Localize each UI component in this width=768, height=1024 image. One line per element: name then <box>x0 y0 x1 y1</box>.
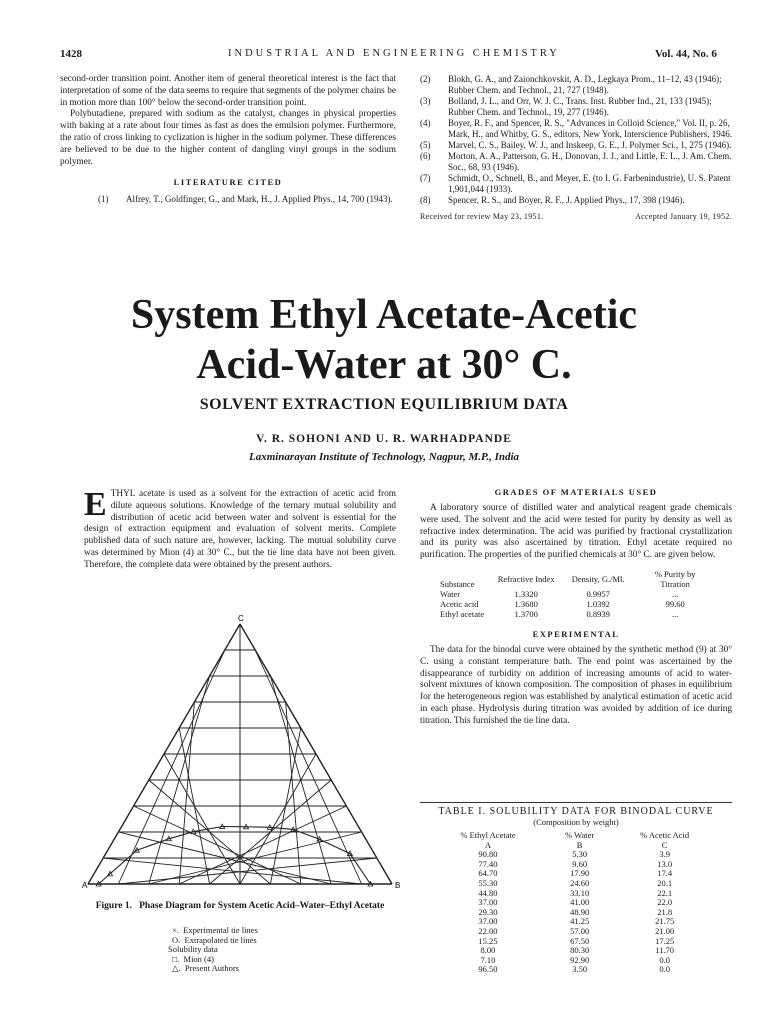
table-cell: 21.8 <box>657 906 673 917</box>
table-cell: 0.0 <box>659 964 670 975</box>
table-cell: 1.3700 <box>514 608 538 619</box>
legend-item: ×. Experimental tie lines <box>172 925 258 935</box>
article-affiliation: Laxminarayan Institute of Technology, Nagpur, M.P., India <box>248 451 520 463</box>
table-cell: 0.9957 <box>586 588 610 599</box>
grid-line <box>103 858 361 884</box>
table-cell: 15.25 <box>478 935 498 946</box>
table-cell: 11.70 <box>655 945 675 956</box>
grid-line <box>164 754 240 884</box>
table-cell: 1.0392 <box>586 598 610 609</box>
table-cell: 3.9 <box>659 849 670 860</box>
materials-header: Refractive Index <box>497 573 555 584</box>
prev-paragraph: Polybutadiene, prepared with sodium as the catalyst, changes in physical properties with baking at a rate about four times as fast as does the emulsion polymer. Furthermore, the ratio of cross linking to cyclization is higher in the sodium polymer. These differences are believed to be due to the higher content of dangling vinyl groups in the sodium polymer. <box>60 109 396 167</box>
reference-item: (5) Marvel, C. S., Bailey, W. J., and Inskeep, G. E., J. Polymer Sci., 1, 275 (1946). <box>420 140 732 150</box>
journal-title: INDUSTRIAL AND ENGINEERING CHEMISTRY <box>228 48 560 59</box>
accepted-date: Accepted January 19, 1952. <box>635 212 732 221</box>
experimental-text: The data for the binodal curve were obtained by the synthetic method (9) at 30° C. using a constant temperature bath. The end point was ascertained by the disappearance of turbidity on addition of increasing amounts of acid to water-solvent mixtures of known composition. The composition of phases in equilibrium for the heterogeneous region was established by analytical estimation of acetic acid in each phase. Hydrolysis during titration was avoided by addition of ice during titration. This furnished the tie line data. <box>420 644 732 726</box>
grid-line <box>255 650 361 884</box>
table-cell: 5.30 <box>572 849 588 860</box>
table-cell: 20.1 <box>657 877 673 888</box>
legend-item: □. Mion (4) <box>172 953 214 964</box>
table-cell: 96.50 <box>478 964 498 975</box>
table-cell: 99.60 <box>665 598 685 609</box>
materials-header: Substance <box>440 578 475 589</box>
intro-section <box>84 486 396 572</box>
vertex-label-c: C <box>238 614 244 623</box>
figure-caption-text: Phase Diagram for System Acetic Acid–Water–Ethyl Acetate <box>139 901 385 911</box>
table-cell: Water <box>440 588 461 599</box>
vertex-label-b: B <box>395 881 400 890</box>
received-date: Received for review May 23, 1951. <box>420 212 544 221</box>
table-cell: 13.0 <box>657 858 673 869</box>
figure-legend <box>168 925 372 974</box>
table-cell: ... <box>671 608 679 619</box>
prev-article-left <box>60 74 396 205</box>
phase-diagram <box>80 612 400 898</box>
table-cell: ... <box>671 588 679 599</box>
table-cell: 33.10 <box>570 887 590 898</box>
table-cell: 90.80 <box>478 849 498 860</box>
table-cell: 92.90 <box>570 954 590 965</box>
reference-item: (4) Boyer, R. F., and Spencer, R. S., "Advances in Colloid Science," Vol. II, p. 26, Mark, H., and Whitby, G. S., editors, New York, Interscience Publishers, 1946. <box>420 118 732 139</box>
legend-item: O. Extrapolated tie lines <box>172 934 257 945</box>
prev-paragraph: second-order transition point. Another item of general theoretical interest is the fact that interpretation of some of the data seems to require that segments of the polymer chains be in motion more than 100° below the second-order transition point. <box>60 74 396 108</box>
table1-title: TABLE I. SOLUBILITY DATA FOR BINODAL CURVE <box>438 806 714 817</box>
reference-item: (6) Morton, A. A., Patterson, G. H., Donovan, J. J., and Little, E. L., J. Am. Chem. Soc., 68, 93 (1946). <box>420 151 732 172</box>
table-cell: 22.00 <box>478 925 498 936</box>
table-cell: 1.3680 <box>514 598 538 609</box>
reference-item: (7) Schmidt, O., Schnell, B., and Meyer, E. (to I. G. Farbenindustrie), U. S. Patent 1,901,044 (1933). <box>420 173 731 194</box>
grades-heading: GRADES OF MATERIALS USED <box>494 487 658 497</box>
figure-label: Figure 1. <box>95 901 132 911</box>
table-cell: 41.00 <box>570 897 590 908</box>
table-cell: 21.00 <box>655 925 675 936</box>
article-title <box>60 290 708 390</box>
reference-list <box>420 74 732 221</box>
table-cell: Ethyl acetate <box>440 608 485 619</box>
table-cell: 9.60 <box>572 858 588 869</box>
table-cell: 80.30 <box>570 945 590 956</box>
materials-row <box>440 599 716 609</box>
table-cell: 67.50 <box>570 935 590 946</box>
table-cell: 55.30 <box>478 877 498 888</box>
reference-item: (3) Bolland, J. L., and Orr, W. J. C., Trans. Inst. Rubber Ind., 21, 133 (1945); Rubber Chem. and Technol., 19, 277 (1946). <box>420 96 712 117</box>
table-cell: 57.00 <box>570 925 590 936</box>
table1-header: % Acetic Acid C <box>640 830 690 850</box>
table-cell: 0.8939 <box>586 608 610 619</box>
table-cell: 21.75 <box>655 916 675 927</box>
table-cell: 0.0 <box>659 954 670 965</box>
table-cell: 77.40 <box>478 858 498 869</box>
materials-row <box>440 589 716 599</box>
literature-heading: LITERATURE CITED <box>173 177 283 188</box>
table-cell: 41.25 <box>570 916 590 927</box>
table-row <box>428 965 718 975</box>
table-cell: 17.90 <box>570 868 590 879</box>
table-cell: 48.90 <box>570 906 590 917</box>
grades-text: A laboratory source of distilled water and analytical reagent grade chemicals were used. The solvent and the acid were tested for purity by density as well as refractive index determination. The acid was purified by fractional crystallization and its purity was also ascertained by titration. Ethyl acetate required no purification. The properties of the purified chemicals at 30° C. are given below. <box>420 503 732 561</box>
table-cell: 22.1 <box>657 887 673 898</box>
solubility-table <box>428 831 718 975</box>
materials-table <box>440 569 716 619</box>
table-cell: 64.70 <box>478 868 498 879</box>
grid-line <box>134 806 301 884</box>
data-points <box>96 824 373 886</box>
table-cell: 37.00 <box>478 897 498 908</box>
volume-issue: Vol. 44, No. 6 <box>655 48 717 60</box>
reference-item: (2) Blokh, G. A., and Zaionchkovskit, A. D., Legkaya Prom., 11–12, 43 (1946); Rubber Chem. and Technol., 21, 727 (1948). <box>420 74 722 95</box>
table1-header: % Ethyl Acetate A <box>460 830 516 850</box>
vertex-label-a: A <box>82 881 88 890</box>
table1-header: % Water B <box>565 830 595 850</box>
materials-row <box>440 609 716 619</box>
table-cell: 17.4 <box>657 868 673 879</box>
article-authors: V. R. SOHONI AND U. R. WARHADPANDE <box>256 433 512 445</box>
legend-item: △. Present Authors <box>172 963 239 973</box>
table-cell: 3.50 <box>572 964 588 975</box>
table1-block <box>420 802 732 975</box>
materials-header: Density, G./Ml. <box>571 573 625 584</box>
table-cell: Acetic acid <box>440 598 479 609</box>
reference-item: (8) Spencer, R. S., and Boyer, R. F., J. Applied Phys., 17, 398 (1946). <box>420 195 685 205</box>
table-cell: 29.30 <box>478 906 498 917</box>
intro-text: THYL acetate is used as a solvent for the extraction of acetic acid from dilute aqueous solutions. Knowledge of the ternary mutual solubility and distribution of acetic acid between water and solvent is essential for the design of extraction equipment and evaluation of solvent merits. Complete published data of such nature are, however, lacking. The mutual solubility curve was determined by Mion (4) at 30° C., but the tie line data have not been given. Therefore, the complete data were obtained by the present authors. <box>84 489 396 570</box>
table-cell: 44.80 <box>478 887 498 898</box>
experimental-heading: EXPERIMENTAL <box>532 628 620 639</box>
table-cell: 7.10 <box>480 954 496 965</box>
title-line: System Ethyl Acetate-Acetic <box>130 292 638 338</box>
page-number: 1428 <box>60 48 82 60</box>
drop-cap: E <box>84 486 107 523</box>
grades-section <box>420 487 732 728</box>
reference-item: (1) Alfrey, T., Goldfinger, G., and Mark, H., J. Applied Phys., 14, 700 (1943). <box>98 194 393 205</box>
article-subtitle: SOLVENT EXTRACTION EQUILIBRIUM DATA <box>199 396 569 413</box>
legend-item: Solubility data <box>168 944 218 954</box>
table-cell: 17.25 <box>655 935 675 946</box>
table-cell: 37.00 <box>478 916 498 927</box>
table-cell: 22.0 <box>657 897 673 908</box>
table-cell: 24.60 <box>570 877 590 888</box>
table1-subtitle: (Composition by weight) <box>533 817 619 827</box>
materials-header: % Purity by Titration <box>654 568 696 589</box>
figure-caption <box>80 900 400 912</box>
table-cell: 8.00 <box>480 945 496 956</box>
title-line: Acid-Water at 30° C. <box>196 342 572 388</box>
triangle-grid <box>88 624 392 884</box>
table-cell: 1.3320 <box>514 588 538 599</box>
